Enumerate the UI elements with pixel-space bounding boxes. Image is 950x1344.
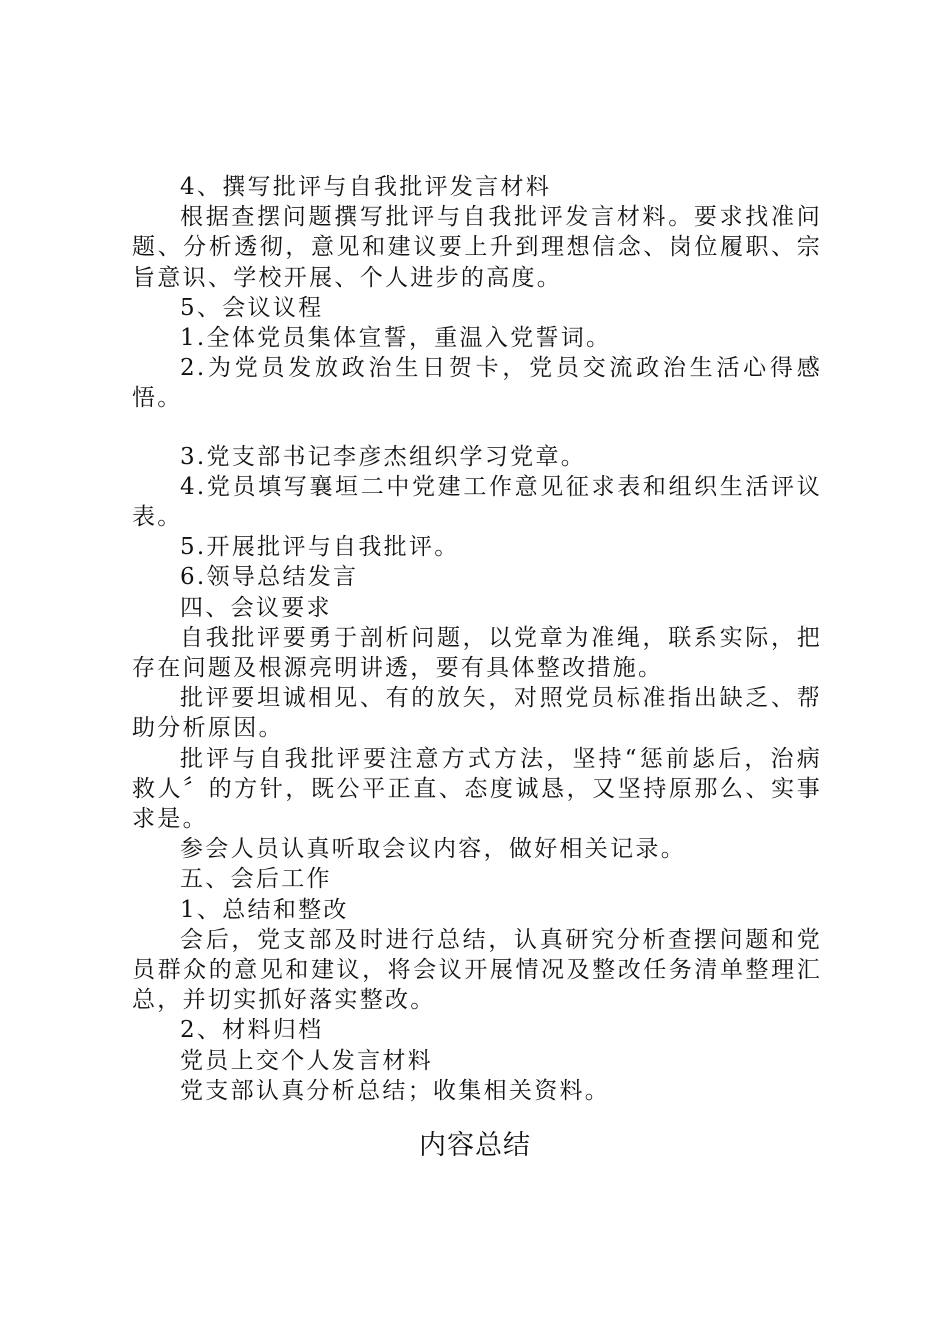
requirement-self-criticism: 自我批评要勇于剖析问题，以党章为准绳，联系实际，把存在问题及根源亮明讲透，要有具体整改措施。 [132, 624, 822, 682]
section-heading-after-meeting: 五、会后工作 [180, 866, 332, 893]
subheading-summary-rectification: 1、总结和整改 [180, 896, 349, 923]
agenda-item-6: 6.领导总结发言 [180, 564, 359, 591]
agenda-item-2: 2.为党员发放政治生日贺卡，党员交流政治生活心得感悟。 [132, 355, 822, 412]
agenda-item-4: 4.党员填写襄垣二中党建工作意见征求表和组织生活评议表。 [132, 473, 822, 531]
agenda-item-3: 3.党支部书记李彦杰组织学习党章。 [180, 443, 587, 470]
section-heading-write-materials: 4、撰写批评与自我批评发言材料 [180, 174, 552, 200]
archiving-item-2: 党支部认真分析总结；收集相关资料。 [180, 1077, 611, 1104]
paragraph-write-materials: 根据查摆问题撰写批评与自我批评发言材料。要求找准问题、分析透彻，意见和建议要上升到理想信念、岗位履职、宗旨意识、学校开展、个人进步的高度。 [132, 204, 822, 291]
requirement-criticism: 批评要坦诚相见、有的放矢，对照党员标准指出缺乏、帮助分析原因。 [132, 685, 822, 742]
agenda-item-1: 1.全体党员集体宣誓，重温入党誓词。 [180, 325, 612, 352]
paragraph-summary-rectification: 会后，党支部及时进行总结，认真研究分析查摆问题和党员群众的意见和建议，将会议开展情况及整改任务清单整理汇总，并切实抓好落实整改。 [132, 926, 822, 1014]
section-heading-requirements: 四、会议要求 [180, 594, 332, 621]
archiving-item-1: 党员上交个人发言材料 [180, 1047, 433, 1074]
requirement-methods: 批评与自我批评要注意方式方法，坚持“惩前毖后，治病救人〞的方针，既公平正直、态度诚恳，又坚持原那么、实事求是。 [132, 745, 822, 833]
section-heading-agenda: 5、会议议程 [180, 294, 324, 321]
subheading-archiving: 2、材料归档 [180, 1017, 324, 1044]
document-body [132, 172, 822, 1106]
summary-title: 内容总结 [419, 1130, 531, 1161]
agenda-item-5: 5.开展批评与自我批评。 [180, 534, 460, 561]
requirement-attendees: 参会人员认真听取会议内容，做好相关记录。 [180, 836, 686, 863]
